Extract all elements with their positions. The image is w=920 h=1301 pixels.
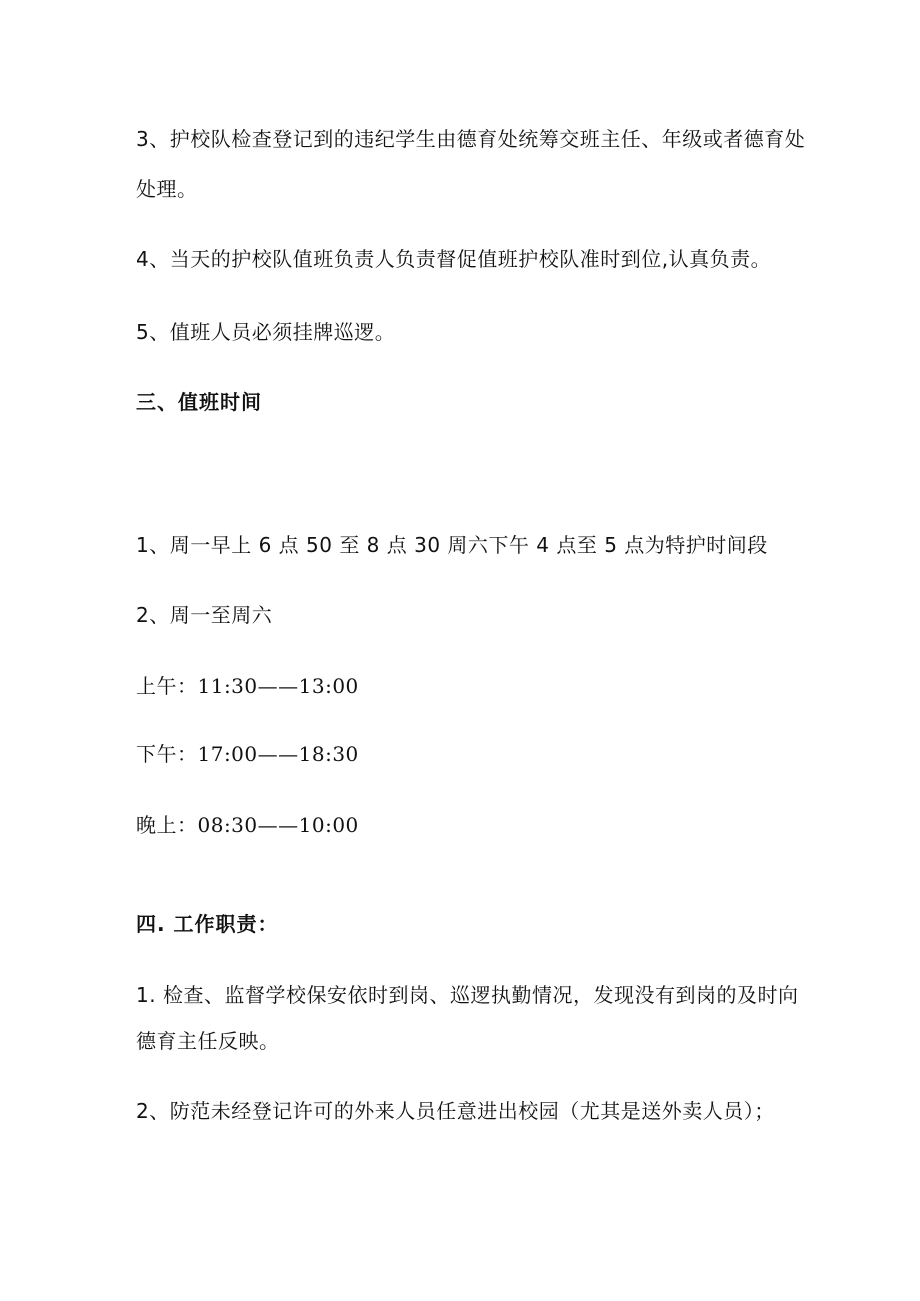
evening-time: 晚上：08:30——10:00 [136, 813, 359, 837]
duty-1-line-2: 德育主任反映。 [136, 1029, 280, 1053]
duty-2: 2、防范未经登记许可的外来人员任意进出校园（尤其是送外卖人员）； [136, 1099, 775, 1123]
morning-time: 上午：11:30——13:00 [136, 674, 359, 698]
item-3-line-2: 处理。 [136, 177, 198, 201]
item-5: 5、值班人员必须挂牌巡逻。 [136, 320, 396, 344]
item-4: 4、当天的护校队值班负责人负责督促值班护校队准时到位,认真负责。 [136, 247, 772, 271]
schedule-item-2: 2、周一至周六 [136, 603, 273, 627]
schedule-item-1: 1、周一早上 6 点 50 至 8 点 30 周六下午 4 点至 5 点为特护时间段 [136, 533, 768, 557]
item-3-line-1: 3、护校队检查登记到的违纪学生由德育处统筹交班主任、年级或者德育处 [136, 127, 806, 151]
duty-1-line-1: 1. 检查、监督学校保安依时到岗、巡逻执勤情况，发现没有到岗的及时向 [136, 983, 799, 1007]
afternoon-time: 下午：17:00——18:30 [136, 742, 359, 766]
section-3-heading: 三、值班时间 [136, 390, 262, 414]
section-4-heading: 四. 工作职责： [136, 912, 279, 936]
